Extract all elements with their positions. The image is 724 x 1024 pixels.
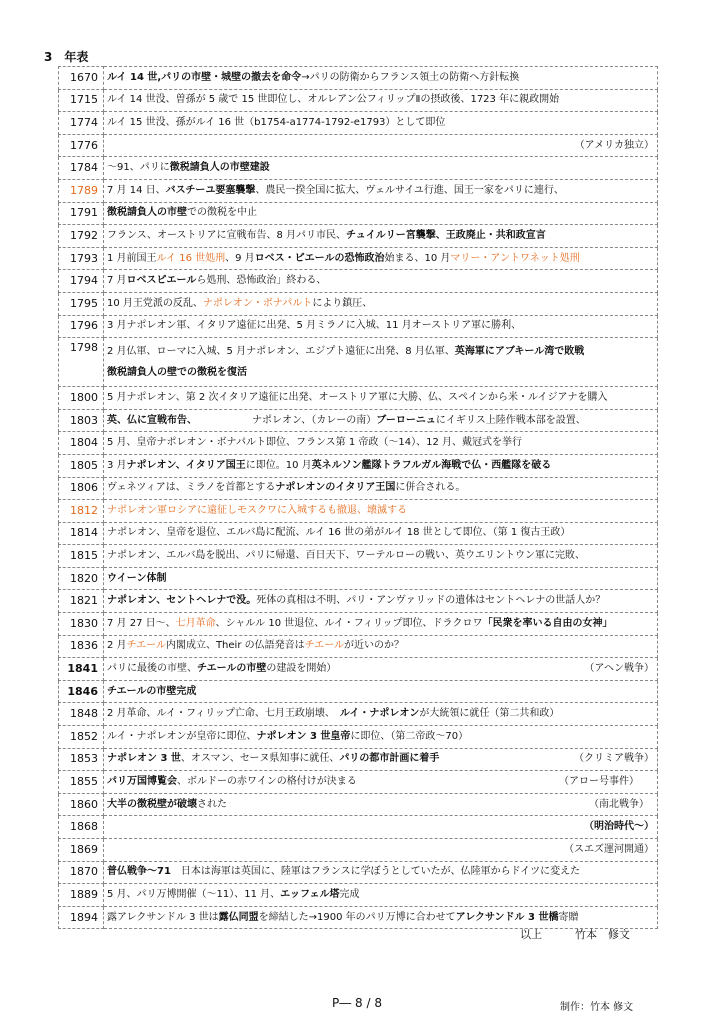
table-row bbox=[59, 477, 658, 500]
event-text: 英海軍にアブキール湾で敗戦 bbox=[454, 346, 585, 358]
page-number: P― 8 / 8 bbox=[332, 996, 382, 1010]
event-text: チエール bbox=[126, 640, 166, 652]
event-text: ナポレオン 3 世 bbox=[107, 753, 181, 765]
event-text: 、オスマン、セーヌ県知事に就任、 bbox=[180, 753, 340, 765]
event-cell bbox=[104, 748, 658, 771]
table-row bbox=[59, 839, 658, 862]
event-text: 7 月 14 日、 bbox=[107, 184, 166, 196]
year-cell: 1789 bbox=[59, 179, 104, 202]
event-text: チエールの市壁 bbox=[197, 663, 267, 675]
event-cell bbox=[104, 292, 658, 315]
table-row bbox=[59, 884, 658, 907]
event-text: エッフェル塔 bbox=[280, 888, 340, 900]
event-text: により鎮圧、 bbox=[312, 297, 373, 309]
event-cell bbox=[104, 477, 658, 500]
event-text: 2 月 bbox=[107, 640, 127, 652]
event-text: 徴税請負人の市壁 bbox=[107, 207, 187, 219]
event-text: 、ボルドーの赤ワインの格付けが決まる bbox=[177, 776, 357, 788]
event-cell bbox=[104, 726, 658, 749]
event-text: フランス、オーストリアに宣戦布告、8 月パリ市民、 bbox=[107, 229, 347, 241]
event-text: ルイ 15 世没、孫がルイ 16 世（b1754-a1774-1792-e1793）として即位 bbox=[107, 116, 446, 128]
event-cell bbox=[104, 816, 658, 839]
event-text: ナポレオン、（カレーの南） bbox=[192, 414, 377, 426]
table-row bbox=[59, 816, 658, 839]
year-cell: 1800 bbox=[59, 387, 104, 410]
year-cell: 1889 bbox=[59, 884, 104, 907]
event-text: の建設を開始） bbox=[266, 663, 337, 675]
world-event-note: （明治時代～） bbox=[584, 821, 654, 833]
event-text: ルイ 14 世没、曽孫が 5 歳で 15 世即位し、オルレアン公フィリップⅡの摂政後、1723 年に親政開始 bbox=[107, 94, 560, 106]
event-text: パリ万国博覧会 bbox=[107, 776, 177, 788]
event-text: ロベス・ピエールの恐怖政治 bbox=[254, 252, 385, 264]
table-row bbox=[59, 680, 658, 703]
event-cell bbox=[104, 247, 658, 270]
event-cell bbox=[104, 454, 658, 477]
world-event-note: （アメリカ独立） bbox=[574, 139, 654, 151]
event-text: バスチーユ要塞襲撃 bbox=[165, 184, 256, 196]
event-text: 3 月ナポレオン軍、イタリア遠征に出発、5 月ミラノに入城、11 月オーストリア軍に勝利、 bbox=[107, 320, 522, 332]
event-text: が近いのか？ bbox=[344, 640, 405, 652]
year-cell: 1793 bbox=[59, 247, 104, 270]
event-text: 5 月ナポレオン、第 2 次イタリア遠征に出発、オーストリア軍に大勝、仏、スペインから米・ルイジアナを購入 bbox=[107, 391, 608, 403]
event-text: ナポレオン・ボナパルト bbox=[202, 297, 313, 309]
table-row bbox=[59, 292, 658, 315]
table-row bbox=[59, 545, 658, 568]
event-cell bbox=[104, 567, 658, 590]
event-text: 5 月、パリ万博開催（～11）、11 月、 bbox=[107, 888, 281, 900]
table-row bbox=[59, 567, 658, 590]
event-text: ナポレオン、皇帝を退位、エルバ島に配流、ルイ 16 世の弟がルイ 18 世として即位、（第 1 復古王政） bbox=[107, 527, 571, 539]
table-row bbox=[59, 432, 658, 455]
event-cell bbox=[104, 500, 658, 523]
event-text: 、農民一揆全国に拡大、ヴェルサイユ行進、国王一家をパリに連行、 bbox=[255, 184, 564, 196]
event-text: 完成 bbox=[339, 888, 360, 900]
event-cell bbox=[104, 793, 658, 816]
table-row bbox=[59, 658, 658, 681]
event-text: 内閣成立、Their の仏語発音は bbox=[165, 640, 305, 652]
event-text: ブーローニュ bbox=[376, 414, 436, 426]
event-cell bbox=[104, 338, 658, 387]
event-text: を締結した→1900 年のパリ万博に合わせて bbox=[258, 911, 456, 923]
event-text: ヴェネツィアは、ミラノを首都とする bbox=[107, 482, 276, 494]
event-text: に即位。10 月 bbox=[245, 459, 312, 471]
year-cell: 1852 bbox=[59, 726, 104, 749]
year-cell: 1815 bbox=[59, 545, 104, 568]
signature: 以上 竹本 修文 bbox=[520, 928, 630, 941]
event-text: 英ネルソン艦隊トラフルガル海戦で仏・西艦隊を破る bbox=[311, 459, 552, 471]
event-text: にイギリス上陸作戦本部を設置、 bbox=[435, 414, 586, 426]
year-cell: 1836 bbox=[59, 635, 104, 658]
event-text: ら処刑、恐怖政治」終わる、 bbox=[196, 275, 327, 287]
year-cell: 1848 bbox=[59, 703, 104, 726]
event-text: 徴税請負人の壁での徴税を復活 bbox=[107, 367, 247, 379]
event-text: ウイーン体制 bbox=[107, 572, 167, 584]
event-text: チエール bbox=[304, 640, 345, 652]
event-text: 3 月 bbox=[107, 459, 127, 471]
event-text: ルイ 16 世処刑 bbox=[156, 252, 226, 264]
year-cell: 1853 bbox=[59, 748, 104, 771]
year-cell: 1806 bbox=[59, 477, 104, 500]
table-row bbox=[59, 202, 658, 225]
event-text: 英、仏に宣戦布告、 bbox=[107, 414, 192, 426]
event-cell bbox=[104, 861, 658, 884]
year-cell: 1774 bbox=[59, 112, 104, 135]
event-text: ～91、パリに bbox=[107, 162, 170, 174]
year-cell: 1855 bbox=[59, 771, 104, 794]
table-row bbox=[59, 500, 658, 523]
event-text: ナポレオン軍ロシアに遠征しモスクワに入城するも撤退、壊滅する bbox=[107, 504, 407, 516]
table-row bbox=[59, 726, 658, 749]
event-cell bbox=[104, 884, 658, 907]
event-text: 1 月前国王 bbox=[107, 252, 157, 264]
table-row bbox=[59, 635, 658, 658]
event-cell bbox=[104, 590, 658, 613]
event-text: 7 月 27 日～、 bbox=[107, 617, 176, 629]
year-cell: 1804 bbox=[59, 432, 104, 455]
event-text: ナポレオンのイタリア王国 bbox=[275, 482, 396, 494]
world-event-note: （南北戦争） bbox=[589, 798, 654, 810]
event-text: 普仏戦争～71 bbox=[107, 866, 171, 878]
event-text: 始まる、10 月 bbox=[384, 252, 451, 264]
event-text: 2 月仏軍、ローマに入城、5 月ナポレオン、エジプト遠征に出発、8 月仏軍、 bbox=[107, 346, 455, 358]
table-row bbox=[59, 179, 658, 202]
event-cell bbox=[104, 67, 658, 90]
event-cell bbox=[104, 270, 658, 293]
year-cell: 1868 bbox=[59, 816, 104, 839]
year-cell: 1796 bbox=[59, 315, 104, 338]
event-cell bbox=[104, 522, 658, 545]
event-text: ナポレオン、セントヘレナで没。 bbox=[107, 595, 257, 607]
year-cell: 1812 bbox=[59, 500, 104, 523]
year-cell: 1805 bbox=[59, 454, 104, 477]
table-row bbox=[59, 409, 658, 432]
event-text: ナポレオン、エルバ島を脱出、パリに帰還、百日天下、ワーテルローの戦い、英ウエリントウン軍に完敗、 bbox=[107, 550, 585, 562]
year-cell: 1803 bbox=[59, 409, 104, 432]
event-text: ナポレオン、イタリア国王 bbox=[126, 459, 246, 471]
event-cell bbox=[104, 89, 658, 112]
year-cell: 1795 bbox=[59, 292, 104, 315]
chronology-table bbox=[58, 66, 658, 929]
event-cell bbox=[104, 157, 658, 180]
event-text: ルイ・ナポレオン bbox=[339, 708, 420, 720]
event-cell bbox=[104, 658, 658, 681]
event-text: 七月革命 bbox=[175, 617, 216, 629]
year-cell: 1820 bbox=[59, 567, 104, 590]
year-cell: 1798 bbox=[59, 338, 104, 387]
event-text: された bbox=[197, 798, 227, 810]
event-text: アレクサンドル 3 世橋 bbox=[455, 911, 559, 923]
year-cell: 1814 bbox=[59, 522, 104, 545]
world-event-note: （スエズ運河開通） bbox=[564, 843, 654, 855]
year-cell: 1870 bbox=[59, 861, 104, 884]
table-row bbox=[59, 613, 658, 636]
year-cell: 1846 bbox=[59, 680, 104, 703]
event-text: チュイルリー宮襲撃、王政廃止・共和政宣言 bbox=[346, 229, 546, 241]
event-text: 、シャルル 10 世退位、ルイ・フィリップ即位、ドラクロワ bbox=[215, 617, 483, 629]
event-cell bbox=[104, 112, 658, 135]
event-text: マリー・アントワネット処刑 bbox=[450, 252, 580, 264]
year-cell: 1794 bbox=[59, 270, 104, 293]
table-row bbox=[59, 225, 658, 248]
event-cell bbox=[104, 432, 658, 455]
event-cell bbox=[104, 179, 658, 202]
event-text: が大統領に就任（第二共和政） bbox=[419, 708, 560, 720]
event-cell bbox=[104, 134, 658, 157]
event-text: →パリの防衛からフランス領土の防衛へ方針転換 bbox=[301, 71, 520, 83]
event-cell bbox=[104, 225, 658, 248]
event-text: 日本は海軍は英国に、陸軍はフランスに学ぼうとしていたが、仏陸軍からドイツに変えた bbox=[170, 866, 581, 878]
table-row bbox=[59, 338, 658, 387]
event-cell bbox=[104, 680, 658, 703]
event-text: 露アレクサンドル 3 世は bbox=[107, 911, 219, 923]
year-cell: 1776 bbox=[59, 134, 104, 157]
year-cell: 1784 bbox=[59, 157, 104, 180]
event-text: に即位、（第二帝政～70） bbox=[350, 730, 469, 742]
table-row bbox=[59, 247, 658, 270]
table-row bbox=[59, 861, 658, 884]
year-cell: 1792 bbox=[59, 225, 104, 248]
event-text: パリの都市計画に着手 bbox=[339, 753, 440, 765]
year-cell: 1670 bbox=[59, 67, 104, 90]
world-event-note: （アヘン戦争） bbox=[584, 663, 654, 675]
event-text: ナポレオン 3 世皇帝 bbox=[256, 730, 351, 742]
event-cell bbox=[104, 613, 658, 636]
event-text: ルイ・ナポレオンが皇帝に即位、 bbox=[107, 730, 257, 742]
event-text: に併合される。 bbox=[395, 482, 466, 494]
section-heading: 3 年表 bbox=[44, 50, 89, 64]
table-row bbox=[59, 771, 658, 794]
event-cell bbox=[104, 703, 658, 726]
event-text: 10 月王党派の反乱、 bbox=[107, 297, 203, 309]
table-row bbox=[59, 590, 658, 613]
table-row bbox=[59, 112, 658, 135]
event-cell bbox=[104, 771, 658, 794]
event-text: 5 月、皇帝ナポレオン・ボナパルト即位、フランス第 1 帝政（～14）、12 月、戴冠式を挙行 bbox=[107, 437, 522, 449]
year-cell: 1791 bbox=[59, 202, 104, 225]
author-credit: 制作：竹本 修文 bbox=[560, 1002, 634, 1013]
event-text: 露仏同盟 bbox=[218, 911, 259, 923]
year-cell: 1860 bbox=[59, 793, 104, 816]
world-event-note: （クリミア戦争） bbox=[574, 753, 654, 765]
year-cell: 1715 bbox=[59, 89, 104, 112]
event-cell bbox=[104, 545, 658, 568]
event-text: 7 月 bbox=[107, 275, 127, 287]
table-row bbox=[59, 157, 658, 180]
world-event-note: （アロー号事件） bbox=[559, 776, 654, 788]
event-text: 寄贈 bbox=[558, 911, 579, 923]
table-row bbox=[59, 522, 658, 545]
year-cell: 1830 bbox=[59, 613, 104, 636]
event-text: での徴税を中止 bbox=[187, 207, 257, 219]
event-text: パリに最後の市壁、 bbox=[107, 663, 197, 675]
table-row bbox=[59, 315, 658, 338]
event-text: チエールの市壁完成 bbox=[107, 685, 197, 697]
event-text: ルイ 14 世,パリの市壁・城壁の撤去を命令 bbox=[107, 71, 302, 83]
event-cell bbox=[104, 409, 658, 432]
event-cell bbox=[104, 315, 658, 338]
table-row bbox=[59, 67, 658, 90]
year-cell: 1821 bbox=[59, 590, 104, 613]
event-text: 徴税請負人の市壁建設 bbox=[169, 162, 270, 174]
table-row bbox=[59, 454, 658, 477]
event-text: 大半の徴税壁が破壊 bbox=[107, 798, 197, 810]
event-text: 2 月革命、ルイ・フィリップ亡命、七月王政崩壊、 bbox=[107, 708, 340, 720]
event-text: 、9 月 bbox=[225, 252, 255, 264]
event-cell bbox=[104, 839, 658, 862]
event-text: ロベスピエール bbox=[126, 275, 197, 287]
table-row bbox=[59, 703, 658, 726]
event-text: 「民衆を率いる自由の女神」 bbox=[482, 617, 613, 629]
year-cell: 1894 bbox=[59, 906, 104, 929]
year-cell: 1869 bbox=[59, 839, 104, 862]
year-cell: 1841 bbox=[59, 658, 104, 681]
event-cell bbox=[104, 202, 658, 225]
table-row bbox=[59, 89, 658, 112]
table-row bbox=[59, 270, 658, 293]
table-row bbox=[59, 134, 658, 157]
table-row bbox=[59, 387, 658, 410]
event-text: 死体の真相は不明、パリ・アンヴァリッドの遺体はセントヘレナの世話人か？ bbox=[256, 595, 606, 607]
table-row bbox=[59, 748, 658, 771]
event-cell bbox=[104, 387, 658, 410]
event-cell bbox=[104, 635, 658, 658]
table-row bbox=[59, 793, 658, 816]
